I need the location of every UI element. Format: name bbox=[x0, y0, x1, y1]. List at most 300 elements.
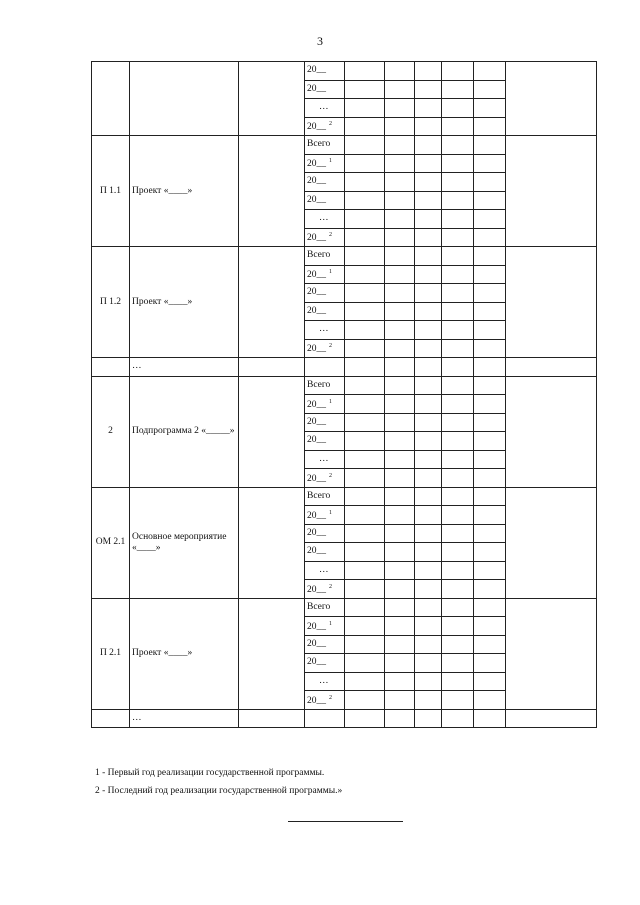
year-cell bbox=[305, 543, 345, 562]
value-cell bbox=[474, 62, 506, 81]
value-cell bbox=[345, 284, 385, 303]
value-cell bbox=[474, 80, 506, 99]
year-label: Всего bbox=[307, 379, 331, 390]
year-cell bbox=[305, 598, 345, 617]
table-row bbox=[92, 376, 597, 395]
value-cell bbox=[345, 580, 385, 599]
value-cell bbox=[345, 432, 385, 451]
year-label: 20__ bbox=[307, 657, 326, 668]
note-cell bbox=[506, 487, 597, 598]
ellipsis-cell: … bbox=[130, 709, 239, 728]
value-cell bbox=[442, 691, 474, 710]
value-cell bbox=[474, 672, 506, 691]
year-cell bbox=[305, 450, 345, 469]
value-cell bbox=[345, 487, 385, 506]
footnote-marker: 2 bbox=[329, 583, 332, 590]
footnote-marker: 1 bbox=[329, 398, 332, 405]
value-cell bbox=[385, 617, 415, 636]
value-cell bbox=[442, 654, 474, 673]
value-cell bbox=[239, 709, 305, 728]
ellipsis-row bbox=[92, 358, 597, 377]
value-cell bbox=[442, 709, 474, 728]
value-cell bbox=[474, 321, 506, 340]
value-cell bbox=[415, 339, 442, 358]
cont-resp-cell bbox=[239, 62, 305, 136]
value-cell bbox=[442, 413, 474, 432]
value-cell bbox=[385, 173, 415, 192]
value-cell bbox=[415, 432, 442, 451]
footnote-marker: 2 bbox=[329, 472, 332, 479]
value-cell bbox=[345, 506, 385, 525]
value-cell bbox=[442, 247, 474, 266]
value-cell bbox=[442, 635, 474, 654]
footnotes bbox=[95, 764, 342, 800]
value-cell bbox=[415, 376, 442, 395]
value-cell bbox=[415, 543, 442, 562]
section-name: Подпрограмма 2 «_____» bbox=[130, 376, 239, 487]
value-cell bbox=[442, 580, 474, 599]
value-cell bbox=[385, 228, 415, 247]
year-cell bbox=[305, 284, 345, 303]
value-cell bbox=[415, 395, 442, 414]
note-cell bbox=[506, 376, 597, 487]
value-cell bbox=[474, 284, 506, 303]
value-cell bbox=[442, 358, 474, 377]
footnote-1: 1 - Первый год реализации государственной программы. bbox=[95, 768, 325, 778]
year-cell bbox=[305, 191, 345, 210]
value-cell bbox=[415, 210, 442, 229]
value-cell bbox=[442, 302, 474, 321]
value-cell bbox=[385, 432, 415, 451]
year-cell bbox=[305, 617, 345, 636]
year-label: 20__ bbox=[307, 83, 326, 94]
value-cell bbox=[305, 709, 345, 728]
year-label: 20__ bbox=[307, 399, 326, 410]
value-cell bbox=[474, 432, 506, 451]
year-cell bbox=[305, 99, 345, 118]
value-cell bbox=[442, 117, 474, 136]
year-label: … bbox=[319, 675, 329, 686]
value-cell bbox=[385, 635, 415, 654]
year-cell bbox=[305, 302, 345, 321]
value-cell bbox=[415, 709, 442, 728]
value-cell bbox=[385, 487, 415, 506]
year-cell bbox=[305, 469, 345, 488]
value-cell bbox=[385, 654, 415, 673]
executor-cell bbox=[239, 598, 305, 709]
value-cell bbox=[442, 265, 474, 284]
year-label: 20__ bbox=[307, 416, 326, 427]
value-cell bbox=[385, 210, 415, 229]
value-cell bbox=[345, 321, 385, 340]
section-name: Проект «____» bbox=[130, 247, 239, 358]
section-name: Проект «____» bbox=[130, 136, 239, 247]
value-cell bbox=[474, 617, 506, 636]
value-cell bbox=[345, 691, 385, 710]
value-cell bbox=[474, 561, 506, 580]
value-cell bbox=[345, 672, 385, 691]
value-cell bbox=[474, 506, 506, 525]
value-cell bbox=[442, 469, 474, 488]
value-cell bbox=[474, 339, 506, 358]
value-cell bbox=[385, 543, 415, 562]
note-cell bbox=[506, 598, 597, 709]
year-label: 20__ bbox=[307, 435, 326, 446]
year-cell bbox=[305, 561, 345, 580]
value-cell bbox=[345, 302, 385, 321]
year-cell bbox=[305, 62, 345, 81]
closing-line bbox=[288, 821, 403, 822]
value-cell bbox=[415, 506, 442, 525]
value-cell bbox=[442, 561, 474, 580]
footnote-marker: 2 bbox=[329, 343, 332, 350]
year-label: 20__ bbox=[307, 527, 326, 538]
value-cell bbox=[385, 339, 415, 358]
year-cell bbox=[305, 413, 345, 432]
year-label: … bbox=[319, 213, 329, 224]
footnote-marker: 1 bbox=[329, 509, 332, 516]
footnote-marker: 1 bbox=[329, 158, 332, 165]
value-cell bbox=[385, 80, 415, 99]
year-label: 20__ bbox=[307, 194, 326, 205]
value-cell bbox=[415, 561, 442, 580]
value-cell bbox=[474, 469, 506, 488]
value-cell bbox=[415, 635, 442, 654]
value-cell bbox=[474, 154, 506, 173]
value-cell bbox=[385, 284, 415, 303]
value-cell bbox=[385, 265, 415, 284]
value-cell bbox=[474, 173, 506, 192]
value-cell bbox=[474, 450, 506, 469]
footnote-marker: 1 bbox=[329, 269, 332, 276]
value-cell bbox=[415, 580, 442, 599]
value-cell bbox=[442, 395, 474, 414]
code-cell bbox=[92, 358, 130, 377]
year-cell bbox=[305, 80, 345, 99]
executor-cell bbox=[239, 487, 305, 598]
value-cell bbox=[345, 247, 385, 266]
footnote-marker: 2 bbox=[329, 232, 332, 239]
value-cell bbox=[345, 210, 385, 229]
year-cell bbox=[305, 265, 345, 284]
value-cell bbox=[305, 358, 345, 377]
year-cell bbox=[305, 117, 345, 136]
year-label: 20__ bbox=[307, 695, 326, 706]
value-cell bbox=[415, 228, 442, 247]
year-cell bbox=[305, 635, 345, 654]
table-row bbox=[92, 136, 597, 155]
value-cell bbox=[442, 376, 474, 395]
cont-name-cell bbox=[130, 62, 239, 136]
value-cell bbox=[385, 506, 415, 525]
table-row bbox=[92, 598, 597, 617]
year-label: 20__ bbox=[307, 305, 326, 316]
value-cell bbox=[345, 99, 385, 118]
value-cell bbox=[442, 80, 474, 99]
value-cell bbox=[415, 302, 442, 321]
value-cell bbox=[385, 191, 415, 210]
year-cell bbox=[305, 247, 345, 266]
value-cell bbox=[385, 136, 415, 155]
value-cell bbox=[442, 136, 474, 155]
value-cell bbox=[442, 339, 474, 358]
value-cell bbox=[385, 395, 415, 414]
value-cell bbox=[385, 321, 415, 340]
year-cell bbox=[305, 321, 345, 340]
value-cell bbox=[474, 413, 506, 432]
section-code: П 1.1 bbox=[92, 136, 130, 247]
value-cell bbox=[385, 62, 415, 81]
value-cell bbox=[442, 154, 474, 173]
table-body bbox=[92, 62, 597, 728]
value-cell bbox=[345, 395, 385, 414]
footnote-marker: 2 bbox=[329, 121, 332, 128]
year-cell bbox=[305, 580, 345, 599]
code-cell bbox=[92, 709, 130, 728]
year-label: 20__ bbox=[307, 287, 326, 298]
value-cell bbox=[345, 228, 385, 247]
value-cell bbox=[474, 117, 506, 136]
value-cell bbox=[345, 654, 385, 673]
value-cell bbox=[415, 62, 442, 81]
value-cell bbox=[474, 265, 506, 284]
value-cell bbox=[442, 62, 474, 81]
value-cell bbox=[415, 80, 442, 99]
value-cell bbox=[385, 709, 415, 728]
value-cell bbox=[442, 284, 474, 303]
section-name: Основное мероприятие «____» bbox=[130, 487, 239, 598]
table-row bbox=[92, 62, 597, 81]
year-cell bbox=[305, 524, 345, 543]
value-cell bbox=[385, 580, 415, 599]
value-cell bbox=[442, 191, 474, 210]
value-cell bbox=[415, 99, 442, 118]
section-code: 2 bbox=[92, 376, 130, 487]
value-cell bbox=[345, 524, 385, 543]
year-label: … bbox=[319, 102, 329, 113]
year-cell bbox=[305, 506, 345, 525]
table-row bbox=[92, 247, 597, 266]
value-cell bbox=[345, 62, 385, 81]
value-cell bbox=[385, 99, 415, 118]
year-cell bbox=[305, 210, 345, 229]
year-label: Всего bbox=[307, 601, 331, 612]
program-table bbox=[91, 61, 597, 728]
year-cell bbox=[305, 487, 345, 506]
value-cell bbox=[345, 265, 385, 284]
executor-cell bbox=[239, 247, 305, 358]
value-cell bbox=[415, 117, 442, 136]
value-cell bbox=[415, 247, 442, 266]
value-cell bbox=[474, 302, 506, 321]
value-cell bbox=[474, 524, 506, 543]
value-cell bbox=[474, 358, 506, 377]
value-cell bbox=[474, 99, 506, 118]
value-cell bbox=[345, 191, 385, 210]
value-cell bbox=[345, 117, 385, 136]
value-cell bbox=[442, 543, 474, 562]
year-cell bbox=[305, 432, 345, 451]
year-label: 20__ bbox=[307, 65, 326, 76]
value-cell bbox=[415, 154, 442, 173]
value-cell bbox=[474, 635, 506, 654]
value-cell bbox=[474, 691, 506, 710]
year-label: 20__ bbox=[307, 122, 326, 133]
year-cell bbox=[305, 672, 345, 691]
value-cell bbox=[474, 580, 506, 599]
year-cell bbox=[305, 395, 345, 414]
value-cell bbox=[415, 265, 442, 284]
value-cell bbox=[415, 413, 442, 432]
value-cell bbox=[442, 506, 474, 525]
value-cell bbox=[442, 617, 474, 636]
note-cell bbox=[506, 247, 597, 358]
value-cell bbox=[474, 228, 506, 247]
year-label: … bbox=[319, 453, 329, 464]
value-cell bbox=[385, 524, 415, 543]
value-cell bbox=[442, 487, 474, 506]
ellipsis-cell: … bbox=[130, 358, 239, 377]
value-cell bbox=[415, 487, 442, 506]
year-label: 20__ bbox=[307, 638, 326, 649]
value-cell bbox=[415, 358, 442, 377]
value-cell bbox=[474, 654, 506, 673]
value-cell bbox=[474, 136, 506, 155]
year-label: 20__ bbox=[307, 584, 326, 595]
section-name: Проект «____» bbox=[130, 598, 239, 709]
value-cell bbox=[442, 524, 474, 543]
value-cell bbox=[474, 487, 506, 506]
year-cell bbox=[305, 136, 345, 155]
year-label: Всего bbox=[307, 250, 331, 261]
value-cell bbox=[385, 413, 415, 432]
value-cell bbox=[415, 284, 442, 303]
value-cell bbox=[442, 321, 474, 340]
value-cell bbox=[385, 117, 415, 136]
value-cell bbox=[442, 672, 474, 691]
value-cell bbox=[385, 376, 415, 395]
value-cell bbox=[345, 709, 385, 728]
year-label: 20__ bbox=[307, 546, 326, 557]
executor-cell bbox=[239, 136, 305, 247]
value-cell bbox=[385, 302, 415, 321]
value-cell bbox=[474, 598, 506, 617]
footnote-2: 2 - Последний год реализации государственной программы.» bbox=[95, 786, 343, 796]
value-cell bbox=[345, 561, 385, 580]
value-cell bbox=[415, 524, 442, 543]
value-cell bbox=[506, 709, 597, 728]
year-label: 20__ bbox=[307, 621, 326, 632]
year-label: Всего bbox=[307, 139, 331, 150]
value-cell bbox=[345, 358, 385, 377]
value-cell bbox=[385, 561, 415, 580]
value-cell bbox=[239, 358, 305, 377]
year-cell bbox=[305, 173, 345, 192]
value-cell bbox=[474, 210, 506, 229]
value-cell bbox=[415, 654, 442, 673]
year-label: 20__ bbox=[307, 270, 326, 281]
value-cell bbox=[442, 210, 474, 229]
value-cell bbox=[474, 395, 506, 414]
year-cell bbox=[305, 654, 345, 673]
value-cell bbox=[385, 672, 415, 691]
cont-code-cell bbox=[92, 62, 130, 136]
value-cell bbox=[442, 173, 474, 192]
value-cell bbox=[442, 450, 474, 469]
note-cell bbox=[506, 62, 597, 136]
value-cell bbox=[345, 413, 385, 432]
value-cell bbox=[415, 672, 442, 691]
section-code: П 2.1 bbox=[92, 598, 130, 709]
value-cell bbox=[345, 339, 385, 358]
value-cell bbox=[415, 173, 442, 192]
value-cell bbox=[415, 617, 442, 636]
note-cell bbox=[506, 136, 597, 247]
year-label: … bbox=[319, 324, 329, 335]
value-cell bbox=[385, 450, 415, 469]
page-number: 3 bbox=[317, 34, 323, 48]
value-cell bbox=[442, 228, 474, 247]
value-cell bbox=[415, 136, 442, 155]
value-cell bbox=[474, 376, 506, 395]
value-cell bbox=[345, 80, 385, 99]
footnote-marker: 2 bbox=[329, 694, 332, 701]
table-row bbox=[92, 487, 597, 506]
year-label: 20__ bbox=[307, 473, 326, 484]
value-cell bbox=[415, 450, 442, 469]
section-code: П 1.2 bbox=[92, 247, 130, 358]
value-cell bbox=[442, 432, 474, 451]
section-code: ОМ 2.1 bbox=[92, 487, 130, 598]
value-cell bbox=[415, 469, 442, 488]
value-cell bbox=[385, 691, 415, 710]
footnote-marker: 1 bbox=[329, 620, 332, 627]
value-cell bbox=[442, 99, 474, 118]
year-cell bbox=[305, 228, 345, 247]
value-cell bbox=[345, 154, 385, 173]
year-cell bbox=[305, 154, 345, 173]
value-cell bbox=[415, 321, 442, 340]
value-cell bbox=[385, 469, 415, 488]
value-cell bbox=[345, 376, 385, 395]
value-cell bbox=[415, 691, 442, 710]
value-cell bbox=[345, 598, 385, 617]
value-cell bbox=[345, 469, 385, 488]
year-label: 20__ bbox=[307, 159, 326, 170]
value-cell bbox=[385, 598, 415, 617]
value-cell bbox=[415, 598, 442, 617]
value-cell bbox=[345, 450, 385, 469]
year-label: 20__ bbox=[307, 176, 326, 187]
value-cell bbox=[474, 247, 506, 266]
value-cell bbox=[415, 191, 442, 210]
value-cell bbox=[385, 154, 415, 173]
year-label: 20__ bbox=[307, 344, 326, 355]
year-label: 20__ bbox=[307, 233, 326, 244]
value-cell bbox=[345, 635, 385, 654]
value-cell bbox=[474, 543, 506, 562]
year-cell bbox=[305, 376, 345, 395]
year-label: … bbox=[319, 564, 329, 575]
value-cell bbox=[474, 709, 506, 728]
year-cell bbox=[305, 691, 345, 710]
value-cell bbox=[345, 543, 385, 562]
value-cell bbox=[385, 358, 415, 377]
value-cell bbox=[385, 247, 415, 266]
year-label: Всего bbox=[307, 490, 331, 501]
executor-cell bbox=[239, 376, 305, 487]
ellipsis-row bbox=[92, 709, 597, 728]
